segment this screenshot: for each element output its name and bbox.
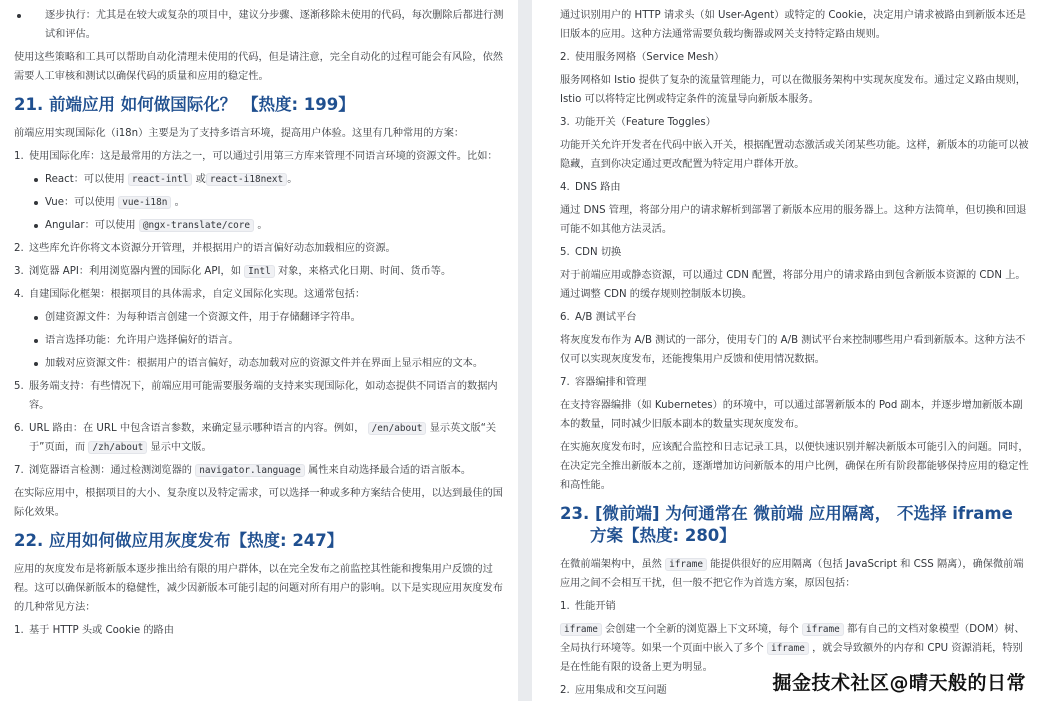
paragraph: 在支持容器编排（如 Kubernetes）的环境中，可以通过部署新版本的 Pod 副本，并逐步增加新版本副本的数量，同时减少旧版本副本的数量实现灰度发布。: [560, 400, 1023, 430]
inline-code: iframe: [560, 623, 602, 636]
list-item: [14, 193, 504, 212]
inline-code: react-i18next: [206, 173, 287, 186]
list-item-text: 加载对应资源文件：根据用户的语言偏好，动态加载对应的资源文件并在界面上显示相应的文本。: [45, 358, 484, 369]
text: 显示中文版。: [150, 442, 212, 453]
text: 浏览器 API：利用浏览器内置的国际化 API，如: [29, 266, 241, 277]
list-item-text: 逐步执行：尤其是在较大或复杂的项目中，建议分步骤、逐渐移除未使用的代码，每次删除后都进行测试和评估。: [45, 10, 504, 40]
list-number: 2.: [560, 52, 570, 63]
list-number: 3.: [14, 266, 24, 277]
paragraph: 应用的灰度发布是将新版本逐步推出给有限的用户群体，以在完全发布之前监控其性能和搜集用户反馈的过程。这可以确保新版本的稳健性，减少因新版本可能引起的问题对所有用户的影响。以下是实现应用灰度发布的几种常见方法：: [14, 564, 503, 613]
text: React：可以使用: [45, 174, 125, 185]
bullet-icon: [17, 14, 21, 18]
text: 能提供很好的应用隔离（包括 JavaScript 和 CSS 隔离），确保微前端应用之间不会相互干扰，但一般不把它作为首选方案，原因包括：: [560, 559, 1024, 589]
paragraph: 通过识别用户的 HTTP 请求头（如 User-Agent）或特定的 Cookie，决定用户请求被路由到新版本还是旧版本的应用。这种方法通常需要负载均衡器或网关支持特定路由规则。: [560, 10, 1026, 40]
paragraph: 前端应用实现国际化（i18n）主要是为了支持多语言环境，提高用户体验。这里有几种常用的方案：: [14, 128, 465, 139]
list-item-text: 自建国际化框架：根据项目的具体需求，自定义国际化实现。这通常包括：: [29, 289, 366, 300]
inline-code: iframe: [665, 558, 707, 571]
bullet-icon: [34, 362, 38, 366]
list-item-text: 容器编排和管理: [575, 377, 647, 388]
list-number: 7.: [560, 377, 570, 388]
text: 属性来自动选择最合适的语言版本。: [308, 465, 472, 476]
paragraph: 在实际应用中，根据项目的大小、复杂度以及特定需求，可以选择一种或多种方案结合使用，以达到最佳的国际化效果。: [14, 488, 503, 518]
section-heading-22: 22. 应用如何做应用灰度发布【热度: 247】: [14, 531, 344, 550]
list-item: [560, 597, 1030, 616]
list-item: [14, 331, 504, 350]
list-number: 4.: [14, 289, 24, 300]
paragraph: 通过 DNS 管理，将部分用户的请求解析到部署了新版本应用的服务器上。这种方法简单，但切换和回退可能不如其他方法灵活。: [560, 205, 1027, 235]
list-item: [14, 216, 504, 235]
list-number: 3.: [560, 117, 570, 128]
list-item-text: DNS 路由: [575, 182, 621, 193]
list-number: 1.: [14, 151, 24, 162]
list-item: [14, 239, 504, 258]
inline-code: iframe: [802, 623, 844, 636]
list-item: [14, 354, 504, 373]
inline-code: react-intl: [128, 173, 192, 186]
list-number: 7.: [14, 465, 24, 476]
text: 。: [174, 197, 185, 208]
paragraph: 在实施灰度发布时，应该配合监控和日志记录工具，以便快速识别并解决新版本可能引入的问题。同时，在决定完全推出新版本之前，逐渐增加访问新版本的用户比例，确保在所有阶段都能够保持应用的稳定性和高性能。: [560, 442, 1029, 491]
section-heading-21: 21. 前端应用 如何做国际化？ 【热度: 199】: [14, 95, 355, 114]
text: URL 路由：在 URL 中包含语言参数，来确定显示哪种语言的内容。例如，: [29, 423, 365, 434]
list-number: 1.: [14, 625, 24, 636]
right-page: [532, 0, 1044, 701]
list-item-text: A/B 测试平台: [575, 312, 637, 323]
list-item: [560, 308, 1030, 327]
list-item: [14, 377, 504, 415]
list-number: 6.: [560, 312, 570, 323]
list-item: [14, 262, 504, 281]
text: 浏览器语言检测：通过检测浏览器的: [29, 465, 192, 476]
list-item-text: 这些库允许你将文本资源分开管理，并根据用户的语言偏好动态加载相应的资源。: [29, 243, 396, 254]
list-item: [560, 178, 1030, 197]
list-item-text: 基于 HTTP 头或 Cookie 的路由: [29, 625, 174, 636]
list-item: [560, 243, 1030, 262]
bullet-icon: [34, 224, 38, 228]
list-item-text: 功能开关（Feature Toggles）: [575, 117, 716, 128]
list-number: 4.: [560, 182, 570, 193]
list-item: [14, 147, 504, 166]
list-number: 5.: [560, 247, 570, 258]
list-item-text: 使用国际化库：这是最常用的方法之一，可以通过引用第三方库来管理不同语言环境的资源文件。比如：: [29, 151, 498, 162]
list-item: [14, 170, 504, 189]
paragraph: 服务网格如 Istio 提供了复杂的流量管理能力，可以在微服务架构中实现灰度发布。通过定义路由规则，Istio 可以将特定比例或特定条件的流量导向新版本服务。: [560, 75, 1026, 105]
list-number: 2.: [560, 685, 570, 696]
paragraph: 将灰度发布作为 A/B 测试的一部分，使用专门的 A/B 测试平台来控制哪些用户看到新版本。这种方法不仅可以实现灰度发布，还能搜集用户反馈和使用情况数据。: [560, 335, 1026, 365]
inline-code: /en/about: [368, 422, 427, 435]
page-gap: [518, 0, 532, 701]
paragraph: 功能开关允许开发者在代码中嵌入开关，根据配置动态激活或关闭某些功能。这样，新版本的功能可以被隐藏，直到你决定通过更改配置为特定用户群体开放。: [560, 140, 1029, 170]
watermark: 掘金技术社区@晴天般的日常: [772, 672, 1026, 694]
list-item: [14, 6, 504, 44]
bullet-icon: [34, 178, 38, 182]
list-item: [560, 373, 1030, 392]
paragraph: [560, 555, 1030, 593]
list-item: [14, 419, 504, 457]
list-item-text: 性能开销: [575, 601, 616, 612]
inline-code: vue-i18n: [118, 196, 171, 209]
paragraph: 对于前端应用或静态资源，可以通过 CDN 配置，将部分用户的请求路由到包含新版本资源的 CDN 上。通过调整 CDN 的缓存规则控制版本切换。: [560, 270, 1026, 300]
text: 。: [257, 220, 268, 231]
bullet-icon: [34, 316, 38, 320]
list-number: 6.: [14, 423, 24, 434]
list-item-text: CDN 切换: [575, 247, 622, 258]
text: 对象，来格式化日期、时间、货币等。: [277, 266, 452, 277]
bullet-icon: [34, 339, 38, 343]
list-number: 1.: [560, 601, 570, 612]
paragraph: 使用这些策略和工具可以帮助自动化清理未使用的代码，但是请注意，完全自动化的过程可能会有风险，依然需要人工审核和测试以确保代码的质量和应用的稳定性。: [14, 52, 503, 82]
list-item: [14, 621, 504, 640]
bullet-icon: [34, 201, 38, 205]
text: 都有自己的文档对象模型（DOM）树、全局执行环境等。如果一个页面中嵌入了多个: [560, 624, 1025, 654]
text: Vue：可以使用: [45, 197, 115, 208]
list-item-text: 创建资源文件：为每种语言创建一个资源文件，用于存储翻译字符串。: [45, 312, 361, 323]
list-item-text: 语言选择功能：允许用户选择偏好的语言。: [45, 335, 239, 346]
text: 会创建一个全新的浏览器上下文环境，每个: [605, 624, 799, 635]
inline-code: /zh/about: [88, 441, 147, 454]
inline-code: navigator.language: [195, 464, 305, 477]
left-page: [0, 0, 518, 701]
list-item: [14, 461, 504, 480]
list-item: [560, 48, 1030, 67]
list-item-text: 应用集成和交互问题: [575, 685, 667, 696]
text: 显示英文版“关于”页面，而: [29, 423, 497, 453]
list-item: [14, 285, 504, 304]
list-number: 2.: [14, 243, 24, 254]
list-number: 5.: [14, 381, 24, 392]
list-item-text: 使用服务网格（Service Mesh）: [575, 52, 725, 63]
inline-code: Intl: [244, 265, 275, 278]
list-item: [14, 308, 504, 327]
list-item: [560, 113, 1030, 132]
list-item-text: 服务端支持：有些情况下，前端应用可能需要服务端的支持来实现国际化，如动态提供不同语言的数据内容。: [29, 381, 498, 411]
text: 在微前端架构中，虽然: [560, 559, 662, 570]
text: ，就会导致额外的内存和 CPU 资源消耗，特别是在性能有限的设备上更为明显。: [560, 643, 1023, 673]
text: 。: [287, 174, 298, 185]
section-heading-23: 23. [微前端] 为何通常在 微前端 应用隔离， 不选择 iframe 方案【热度: 280】: [560, 504, 1013, 545]
text: 或: [195, 174, 206, 185]
text: Angular：可以使用: [45, 220, 136, 231]
inline-code: @ngx-translate/core: [139, 219, 254, 232]
inline-code: iframe: [767, 642, 809, 655]
